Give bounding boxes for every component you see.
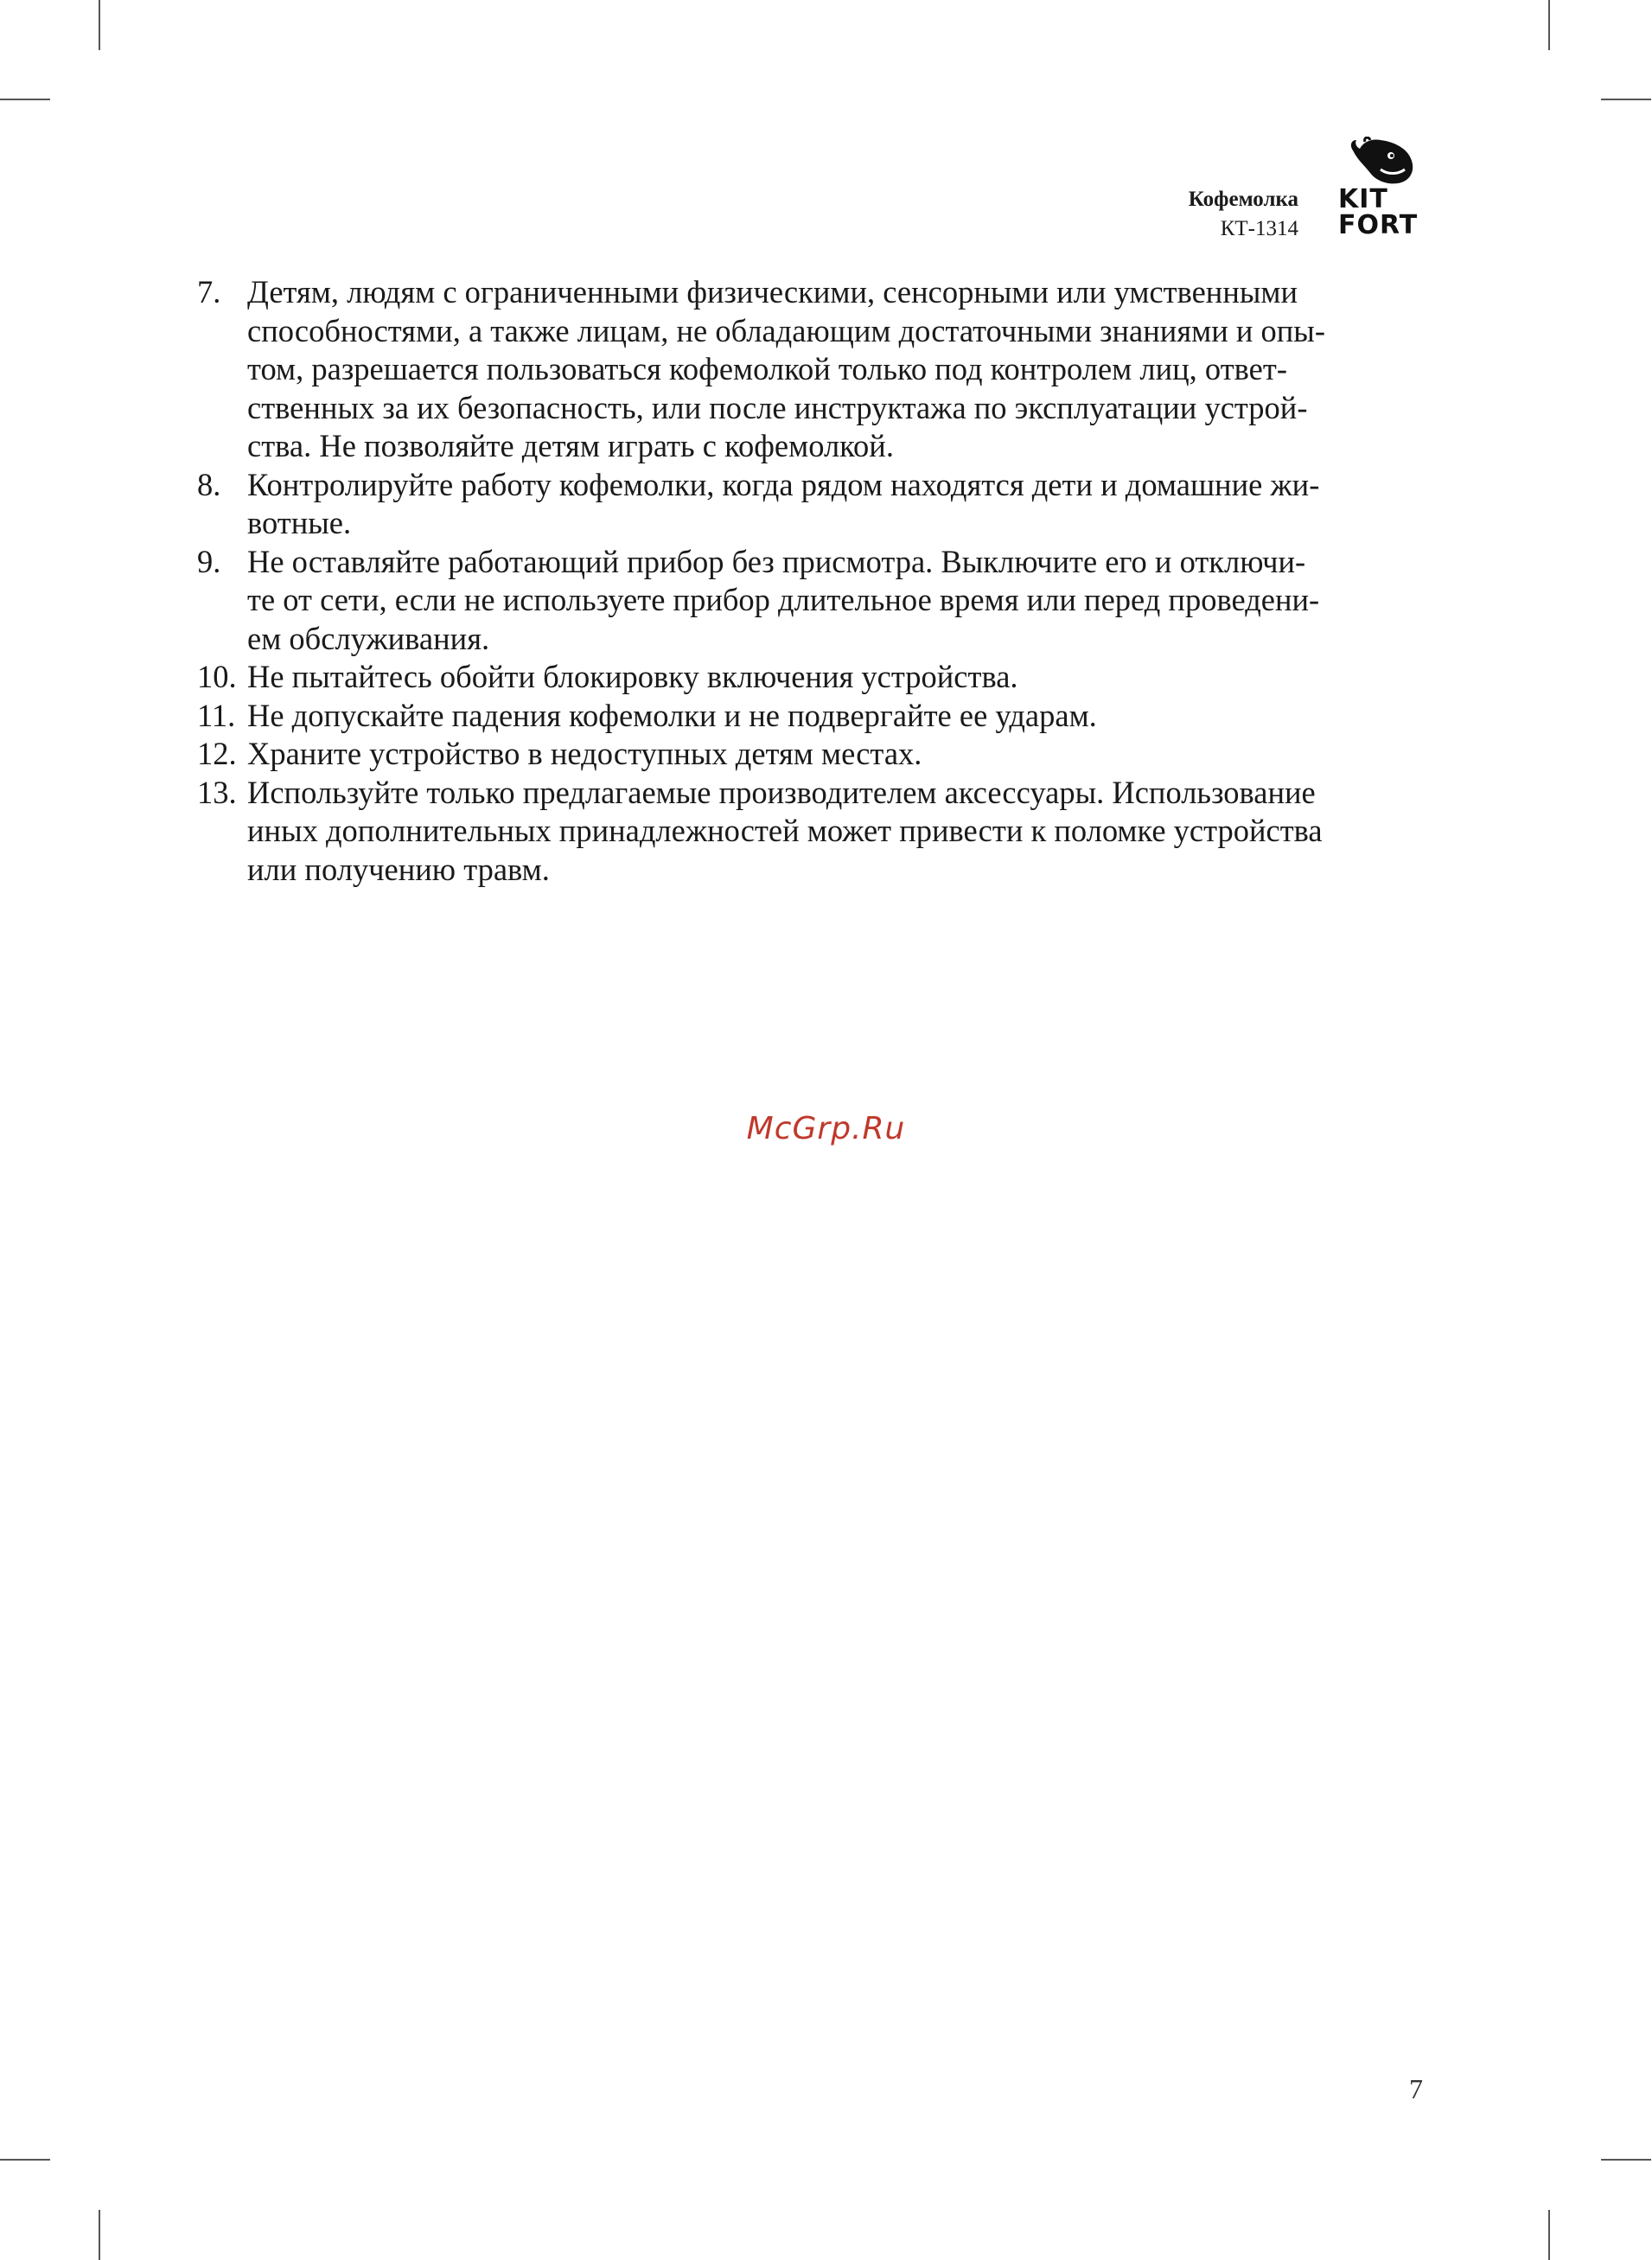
list-item-number: 7. [197,274,221,310]
list-item-line: Используйте только предлагаемые производителем аксессуары. Использование [247,774,1316,810]
list-item-line: способностями, а также лицам, не обладающим достаточными знаниями и опы- [247,312,1325,348]
list-item [197,774,1442,890]
product-name: Кофемолка [1188,188,1298,211]
crop-mark-top-right-horizontal [1601,99,1651,100]
list-item-line: Храните устройство в недоступных детям местах. [247,736,922,771]
list-item-line: ем обслуживания. [247,620,490,656]
list-item-line: иных дополнительных принадлежностей может привести к поломке устройства [247,813,1323,848]
list-item-line: том, разрешается пользоваться кофемолкой только под контролем лиц, ответ- [247,351,1287,386]
list-item-number: 9. [197,543,221,579]
crop-mark-bottom-right-horizontal [1601,2159,1651,2161]
logo-word-kit: KIT [1338,184,1388,214]
model-code: КТ-1314 [1220,217,1298,240]
list-item [197,273,1442,466]
list-item-number: 12. [197,736,237,771]
watermark: McGrp.Ru [746,1111,906,1146]
list-item-line: или получению травм. [247,851,550,887]
list-item-line: Не пытайтесь обойти блокировку включения устройства. [247,659,1018,694]
crop-mark-top-left-horizontal [0,99,50,100]
crop-mark-bottom-left-horizontal [0,2159,50,2161]
list-item-number: 11. [197,697,236,733]
list-item-number: 13. [197,774,237,810]
whale-icon [1346,137,1417,187]
list-item-line: ства. Не позволяйте детям играть с кофемолкой. [247,428,894,463]
crop-mark-bottom-left-vertical [99,2210,100,2260]
list-item [197,658,1442,697]
brand-logo [1324,137,1435,245]
product-label [1189,185,1298,244]
page-number: 7 [1409,2073,1423,2104]
list-item-line: ственных за их безопасность, или после инструктажа по эксплуатации устрой- [247,389,1308,425]
crop-mark-top-left-vertical [99,0,100,50]
list-item-line: вотные. [247,505,352,540]
list-item-line: те от сети, если не используете прибор длительное время или перед проведени- [247,582,1320,617]
crop-mark-top-right-vertical [1548,0,1550,50]
list-item [197,466,1442,543]
crop-mark-bottom-right-vertical [1548,2210,1550,2260]
list-item [197,697,1442,736]
list-item [197,543,1442,659]
logo-word-fort: FORT [1338,210,1419,240]
list-item-number: 8. [197,466,221,502]
page-header [1081,137,1435,245]
list-item [197,735,1442,774]
list-item-line: Детям, людям с ограниченными физическими, сенсорными или умственными [247,274,1298,310]
safety-instructions-list [197,273,1442,889]
list-item-line: Не оставляйте работающий прибор без присмотра. Выключите его и отключи- [247,543,1306,579]
list-item-number: 10. [197,659,237,694]
list-item-line: Контролируйте работу кофемолки, когда рядом находятся дети и домашние жи- [247,466,1320,502]
list-item-line: Не допускайте падения кофемолки и не подвергайте ее ударам. [247,697,1097,733]
